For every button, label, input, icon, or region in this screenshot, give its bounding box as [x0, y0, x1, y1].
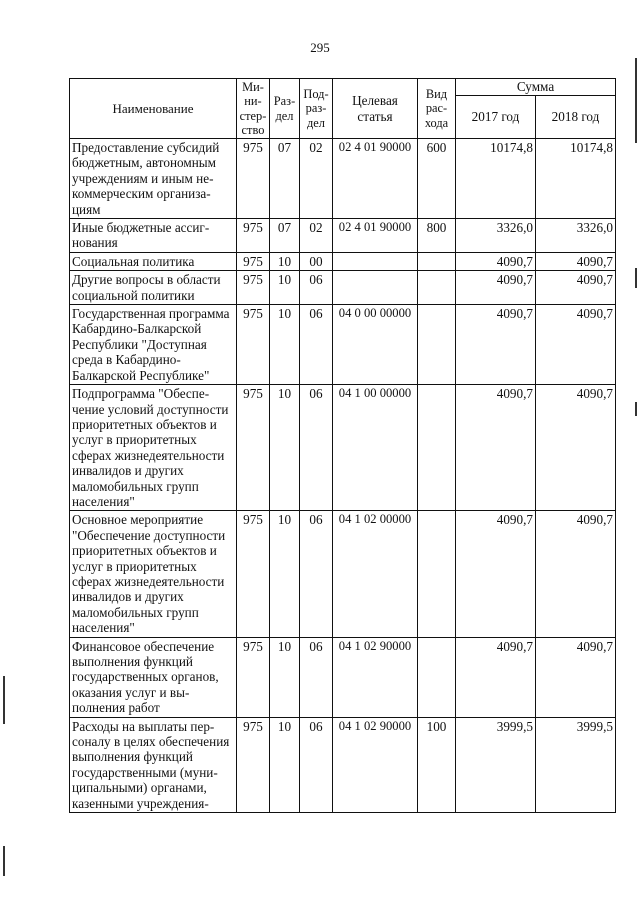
cell-ministry: 975 [237, 637, 270, 717]
table-row [70, 219, 616, 253]
cell-expense-type [418, 637, 456, 717]
cell-subsection: 06 [300, 511, 333, 637]
cell-name: Социальная политика [70, 252, 237, 270]
cell-sum-2018: 4090,7 [536, 385, 616, 511]
header-name: Наименование [70, 79, 237, 139]
header-sum: Сумма [456, 79, 616, 96]
cell-subsection: 02 [300, 139, 333, 219]
table-header [70, 79, 616, 139]
header-year-2018: 2018 год [536, 96, 616, 139]
cell-section: 10 [270, 271, 300, 305]
cell-target: 04 0 00 00000 [333, 305, 418, 385]
cell-sum-2017: 4090,7 [456, 637, 536, 717]
cell-name: Расходы на выплаты персоналу в целях обеспечения выполнения функций государственными (муниципальными) органами, казенными учреждения- [70, 717, 237, 812]
cell-expense-type: 600 [418, 139, 456, 219]
table-row [70, 511, 616, 637]
cell-sum-2018: 4090,7 [536, 271, 616, 305]
header-year-2017: 2017 год [456, 96, 536, 139]
header-section: Раз- дел [270, 79, 300, 139]
cell-target: 02 4 01 90000 [333, 139, 418, 219]
cell-ministry: 975 [237, 271, 270, 305]
cell-sum-2018: 4090,7 [536, 511, 616, 637]
table-row [70, 252, 616, 270]
cell-expense-type [418, 511, 456, 637]
cell-expense-type: 800 [418, 219, 456, 253]
table-row [70, 305, 616, 385]
cell-sum-2017: 4090,7 [456, 385, 536, 511]
table-row [70, 139, 616, 219]
cell-target: 04 1 02 90000 [333, 717, 418, 812]
cell-section: 10 [270, 305, 300, 385]
cell-ministry: 975 [237, 219, 270, 253]
cell-ministry: 975 [237, 139, 270, 219]
cell-name: Государственная программа Кабардино-Балкарской Республики "Доступная среда в Кабардино-Балкарской Республике" [70, 305, 237, 385]
cell-expense-type [418, 271, 456, 305]
cell-target [333, 252, 418, 270]
cell-name: Финансовое обеспечение выполнения функций государственных органов, оказания услуг и выполнения работ [70, 637, 237, 717]
margin-mark [3, 676, 5, 724]
cell-sum-2017: 4090,7 [456, 252, 536, 270]
cell-sum-2017: 3999,5 [456, 717, 536, 812]
cell-subsection: 06 [300, 271, 333, 305]
cell-expense-type [418, 252, 456, 270]
cell-sum-2018: 3999,5 [536, 717, 616, 812]
cell-section: 07 [270, 139, 300, 219]
header-expense-type: Вид рас- хода [418, 79, 456, 139]
cell-section: 10 [270, 637, 300, 717]
cell-name: Другие вопросы в области социальной политики [70, 271, 237, 305]
cell-expense-type [418, 385, 456, 511]
cell-section: 10 [270, 511, 300, 637]
cell-expense-type [418, 305, 456, 385]
table-body [70, 139, 616, 813]
cell-sum-2017: 4090,7 [456, 271, 536, 305]
cell-name: Основное мероприятие "Обеспечение доступности приоритетных объектов и услуг в приоритетных сферах жизнедеятельности инвалидов и других маломобильных групп населения" [70, 511, 237, 637]
table-row [70, 717, 616, 812]
cell-sum-2018: 4090,7 [536, 637, 616, 717]
cell-sum-2017: 3326,0 [456, 219, 536, 253]
cell-ministry: 975 [237, 511, 270, 637]
cell-sum-2018: 4090,7 [536, 252, 616, 270]
cell-expense-type: 100 [418, 717, 456, 812]
margin-mark [635, 402, 637, 416]
cell-sum-2017: 4090,7 [456, 511, 536, 637]
cell-sum-2018: 10174,8 [536, 139, 616, 219]
cell-subsection: 06 [300, 385, 333, 511]
cell-section: 07 [270, 219, 300, 253]
cell-sum-2017: 10174,8 [456, 139, 536, 219]
cell-target: 04 1 02 90000 [333, 637, 418, 717]
cell-ministry: 975 [237, 385, 270, 511]
table-row [70, 385, 616, 511]
cell-subsection: 06 [300, 717, 333, 812]
header-target: Целевая статья [333, 79, 418, 139]
cell-sum-2018: 4090,7 [536, 305, 616, 385]
cell-ministry: 975 [237, 252, 270, 270]
margin-mark [635, 58, 637, 143]
margin-mark [635, 268, 637, 288]
cell-section: 10 [270, 252, 300, 270]
header-ministry: Ми- ни- стер- ство [237, 79, 270, 139]
cell-subsection: 06 [300, 305, 333, 385]
cell-name: Подпрограмма "Обеспечение условий доступности приоритетных объектов и услуг в приоритетных сферах жизнедеятельности инвалидов и других маломобильных групп населения" [70, 385, 237, 511]
page-number: 295 [310, 40, 330, 55]
cell-ministry: 975 [237, 717, 270, 812]
cell-target: 04 1 02 00000 [333, 511, 418, 637]
table-row [70, 637, 616, 717]
cell-target: 02 4 01 90000 [333, 219, 418, 253]
cell-target: 04 1 00 00000 [333, 385, 418, 511]
cell-section: 10 [270, 717, 300, 812]
cell-name: Предоставление субсидий бюджетным, автономным учреждениям и иным некоммерческим организациям [70, 139, 237, 219]
cell-target [333, 271, 418, 305]
header-subsection: Под- раз- дел [300, 79, 333, 139]
cell-subsection: 06 [300, 637, 333, 717]
cell-subsection: 00 [300, 252, 333, 270]
cell-ministry: 975 [237, 305, 270, 385]
cell-sum-2017: 4090,7 [456, 305, 536, 385]
cell-subsection: 02 [300, 219, 333, 253]
budget-table [69, 78, 616, 813]
cell-name: Иные бюджетные ассигнования [70, 219, 237, 253]
margin-mark [3, 846, 5, 876]
cell-section: 10 [270, 385, 300, 511]
cell-sum-2018: 3326,0 [536, 219, 616, 253]
table-row [70, 271, 616, 305]
